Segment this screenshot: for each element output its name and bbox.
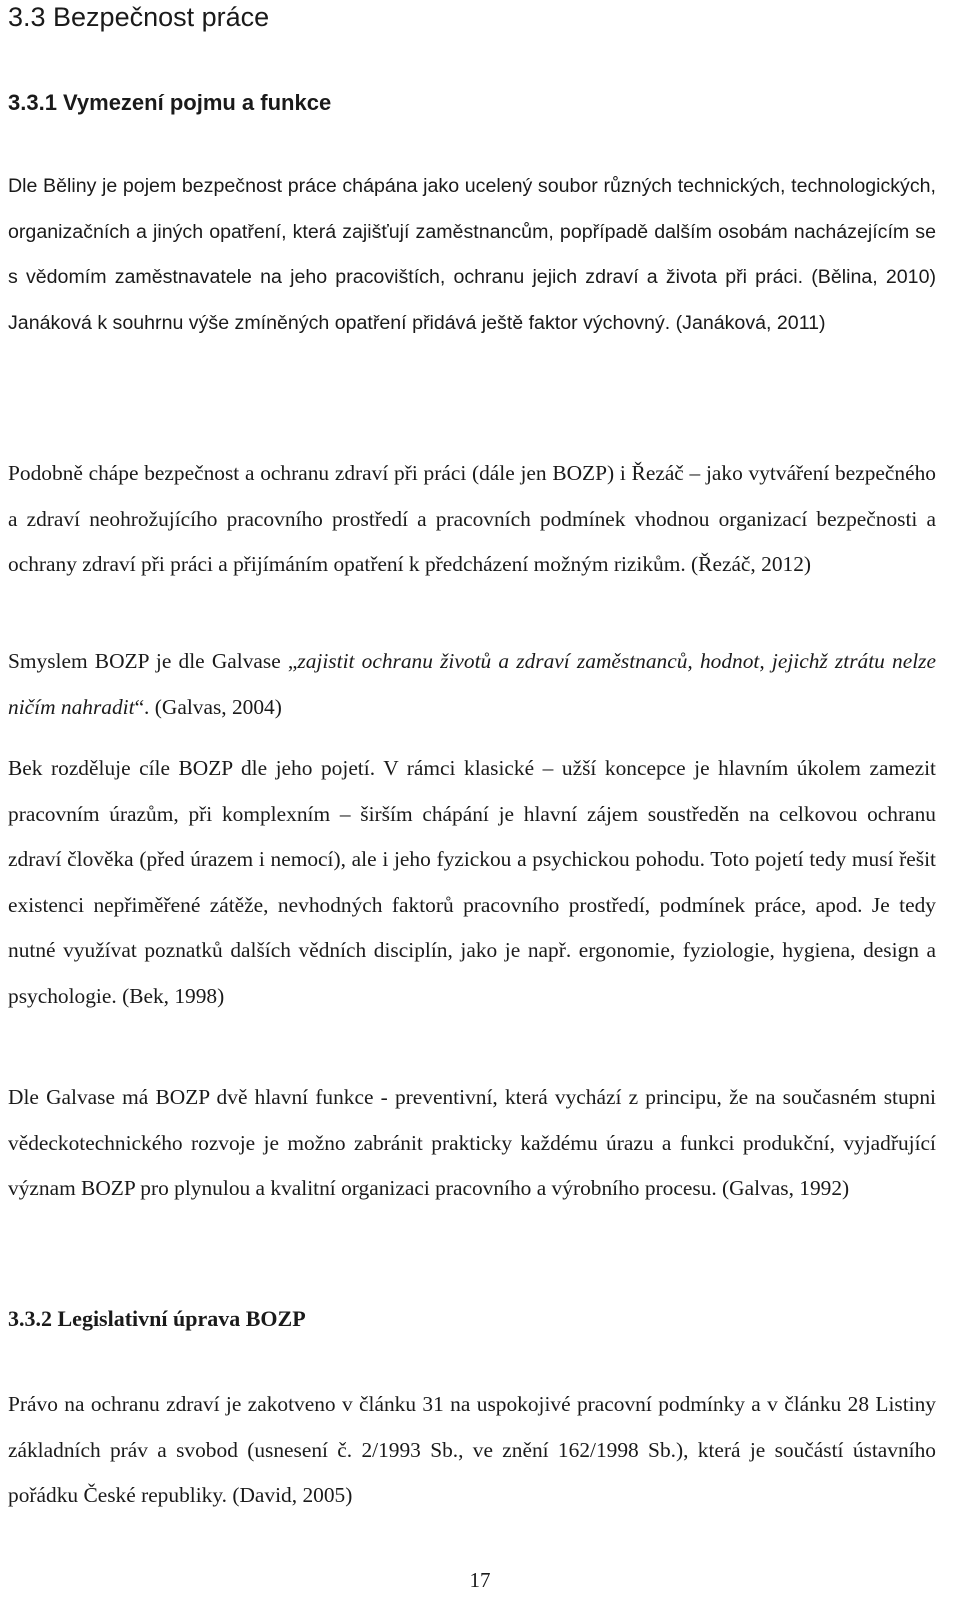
subsection-title-2: 3.3.2 Legislativní úprava BOZP: [8, 1306, 306, 1331]
paragraph-legislation: Právo na ochranu zdraví je zakotveno v článku 31 na uspokojivé pracovní podmínky a v článku 28 Listiny základních práv a svobod (usnesení č. 2/1993 Sb., ve znění 162/1998 Sb.), která je součástí ústavního pořádku České republiky. (David, 2005): [8, 1392, 936, 1507]
paragraph-functions: Dle Galvase má BOZP dvě hlavní funkce - preventivní, která vychází z principu, že na současném stupni vědeckotechnického rozvoje je možno zabránit prakticky každému úrazu a funkci produkční, vyjadřující význam BOZP pro plynulou a kvalitní organizaci pracovního a výrobního procesu. (Galvas, 1992): [8, 1085, 936, 1200]
paragraph-bek: Bek rozděluje cíle BOZP dle jeho pojetí. V rámci klasické – užší koncepce je hlavním úkolem zamezit pracovním úrazům, při komplexním – širším chápání je hlavní zájem soustředěn na celkovou ochranu zdraví člověka (před úrazem i nemocí), ale i jeho fyzickou a psychickou pohodu. Toto pojetí tedy musí řešit existenci nepřiměřené zátěže, nevhodných faktorů pracovního prostředí, podmínek práce, apod. Je tedy nutné využívat poznatků dalších vědních disciplín, jako je např. ergonomie, fyziologie, hygiena, design a psychologie. (Bek, 1998): [8, 756, 936, 1008]
quote-lead: Smyslem BOZP je dle Galvase „: [8, 649, 298, 673]
paragraph-definition: Dle Běliny je pojem bezpečnost práce chápána jako ucelený soubor různých technických, technologických, organizačních a jiných opatření, která zajišťují zaměstnancům, popřípadě dalším osobám nacházejícím se s vědomím zaměstnavatele na jeho pracovištích, ochranu jejich zdraví a života při práci. (Bělina, 2010) Janáková k souhrnu výše zmíněných opatření přidává ještě faktor výchovný. (Janáková, 2011): [8, 175, 936, 334]
page-number: 17: [469, 1568, 491, 1592]
quote-tail: “. (Galvas, 2004): [134, 694, 282, 719]
paragraph-rezac: Podobně chápe bezpečnost a ochranu zdraví při práci (dále jen BOZP) i Řezáč – jako vytváření bezpečného a zdraví neohrožujícího pracovního prostředí a pracovních podmínek vhodnou organizací bezpečnosti a ochrany zdraví při práci a přijímáním opatření k předcházení možným rizikům. (Řezáč, 2012): [8, 461, 936, 576]
quote-text: zajistit ochranu životů a zdraví zaměstnanců, hodnot, jejichž ztrátu nelze ničím nahradit: [8, 649, 936, 719]
paragraph-galvas-quote: [8, 639, 936, 730]
subsection-title-1: 3.3.1 Vymezení pojmu a funkce: [8, 90, 332, 115]
section-title: 3.3 Bezpečnost práce: [8, 2, 270, 32]
